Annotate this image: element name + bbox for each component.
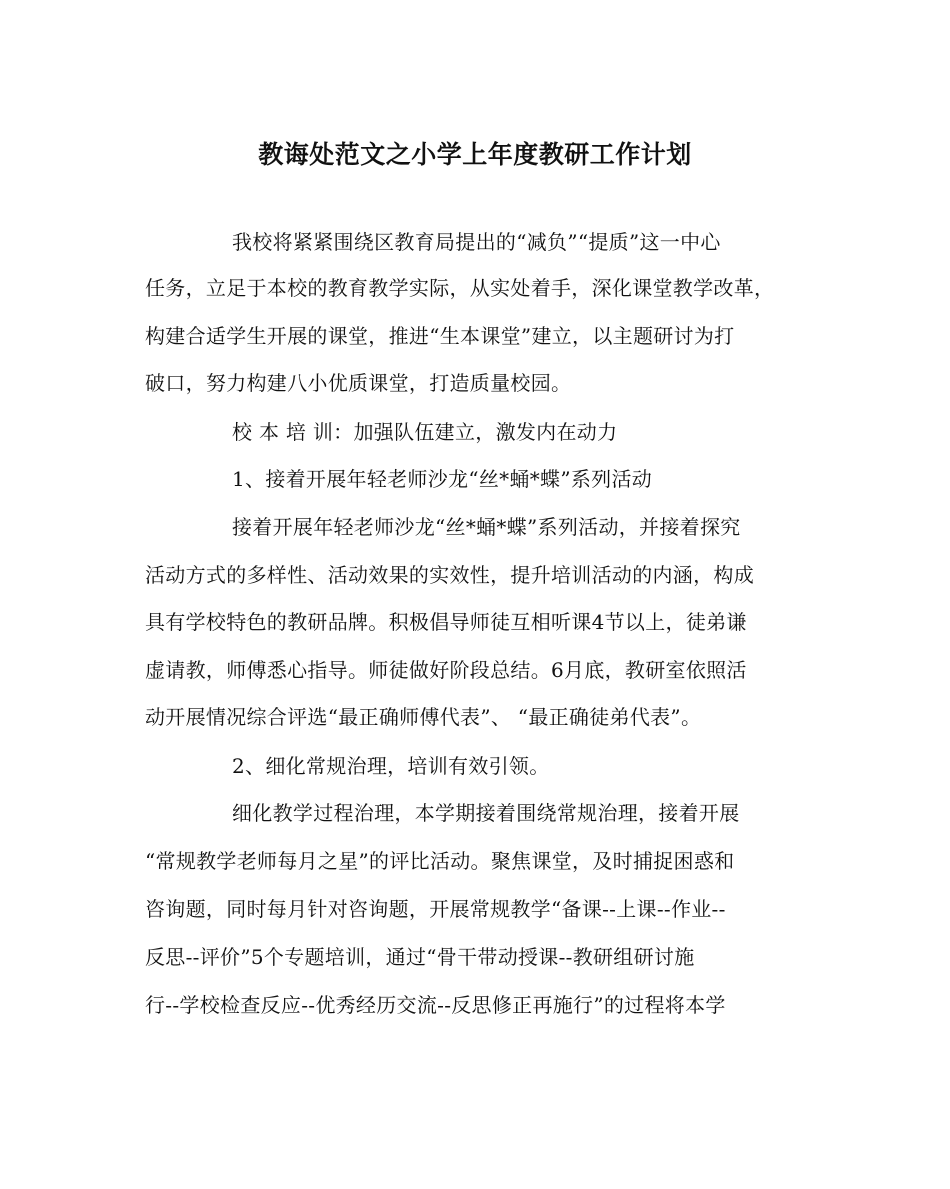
subsection-heading: 2、细化常规治理，培训有效引领。: [232, 754, 550, 778]
paragraph-line: 构建合适学生开展的课堂，推进“生本课堂”建立，以主题研讨为打: [145, 324, 735, 348]
paragraph-line: 行--学校检查反应--优秀经历交流--反思修正再施行”的过程将本学: [145, 993, 726, 1017]
paragraph-line: 具有学校特色的教研品牌。积极倡导师徒互相听课4节以上，徒弟谦: [145, 610, 747, 634]
paragraph-line: 细化教学过程治理，本学期接着围绕常规治理，接着开展: [232, 801, 740, 825]
paragraph-line: 活动方式的多样性、活动效果的实效性，提升培训活动的内涵，构成: [145, 563, 754, 587]
paragraph-line: 破口，努力构建八小优质课堂，打造质量校园。: [145, 371, 572, 395]
paragraph-line: 虚请教，师傅悉心指导。师徒做好阶段总结。6月底，教研室依照活: [145, 658, 747, 682]
section-heading: 校 本 培 训：加强队伍建立，激发内在动力: [232, 420, 618, 444]
paragraph-line: 咨询题，同时每月针对咨询题，开展常规教学“备课--上课--作业--: [145, 897, 726, 921]
subsection-heading: 1、接着开展年轻老师沙龙“丝*蛹*蝶”系列活动: [232, 467, 653, 491]
paragraph-line: 我校将紧紧围绕区教育局提出的“减负”“提质”这一中心: [232, 230, 721, 254]
document-title: 教诲处范文之小学上年度教研工作计划: [258, 140, 692, 169]
paragraph-line: 动开展情况综合评选“最正确师傅代表”、 “最正确徒弟代表”。: [145, 705, 702, 729]
paragraph-line: 任务，立足于本校的教育教学实际，从实处着手，深化课堂教学改革，: [145, 276, 775, 300]
paragraph-line: 接着开展年轻老师沙龙“丝*蛹*蝶”系列活动，并接着探究: [232, 515, 741, 539]
paragraph-line: “常规教学老师每月之星”的评比活动。聚焦课堂，及时捕捉困惑和: [145, 849, 735, 873]
paragraph-line: 反思--评价”5个专题培训，通过“骨干带动授课--教研组研讨施: [145, 945, 695, 969]
